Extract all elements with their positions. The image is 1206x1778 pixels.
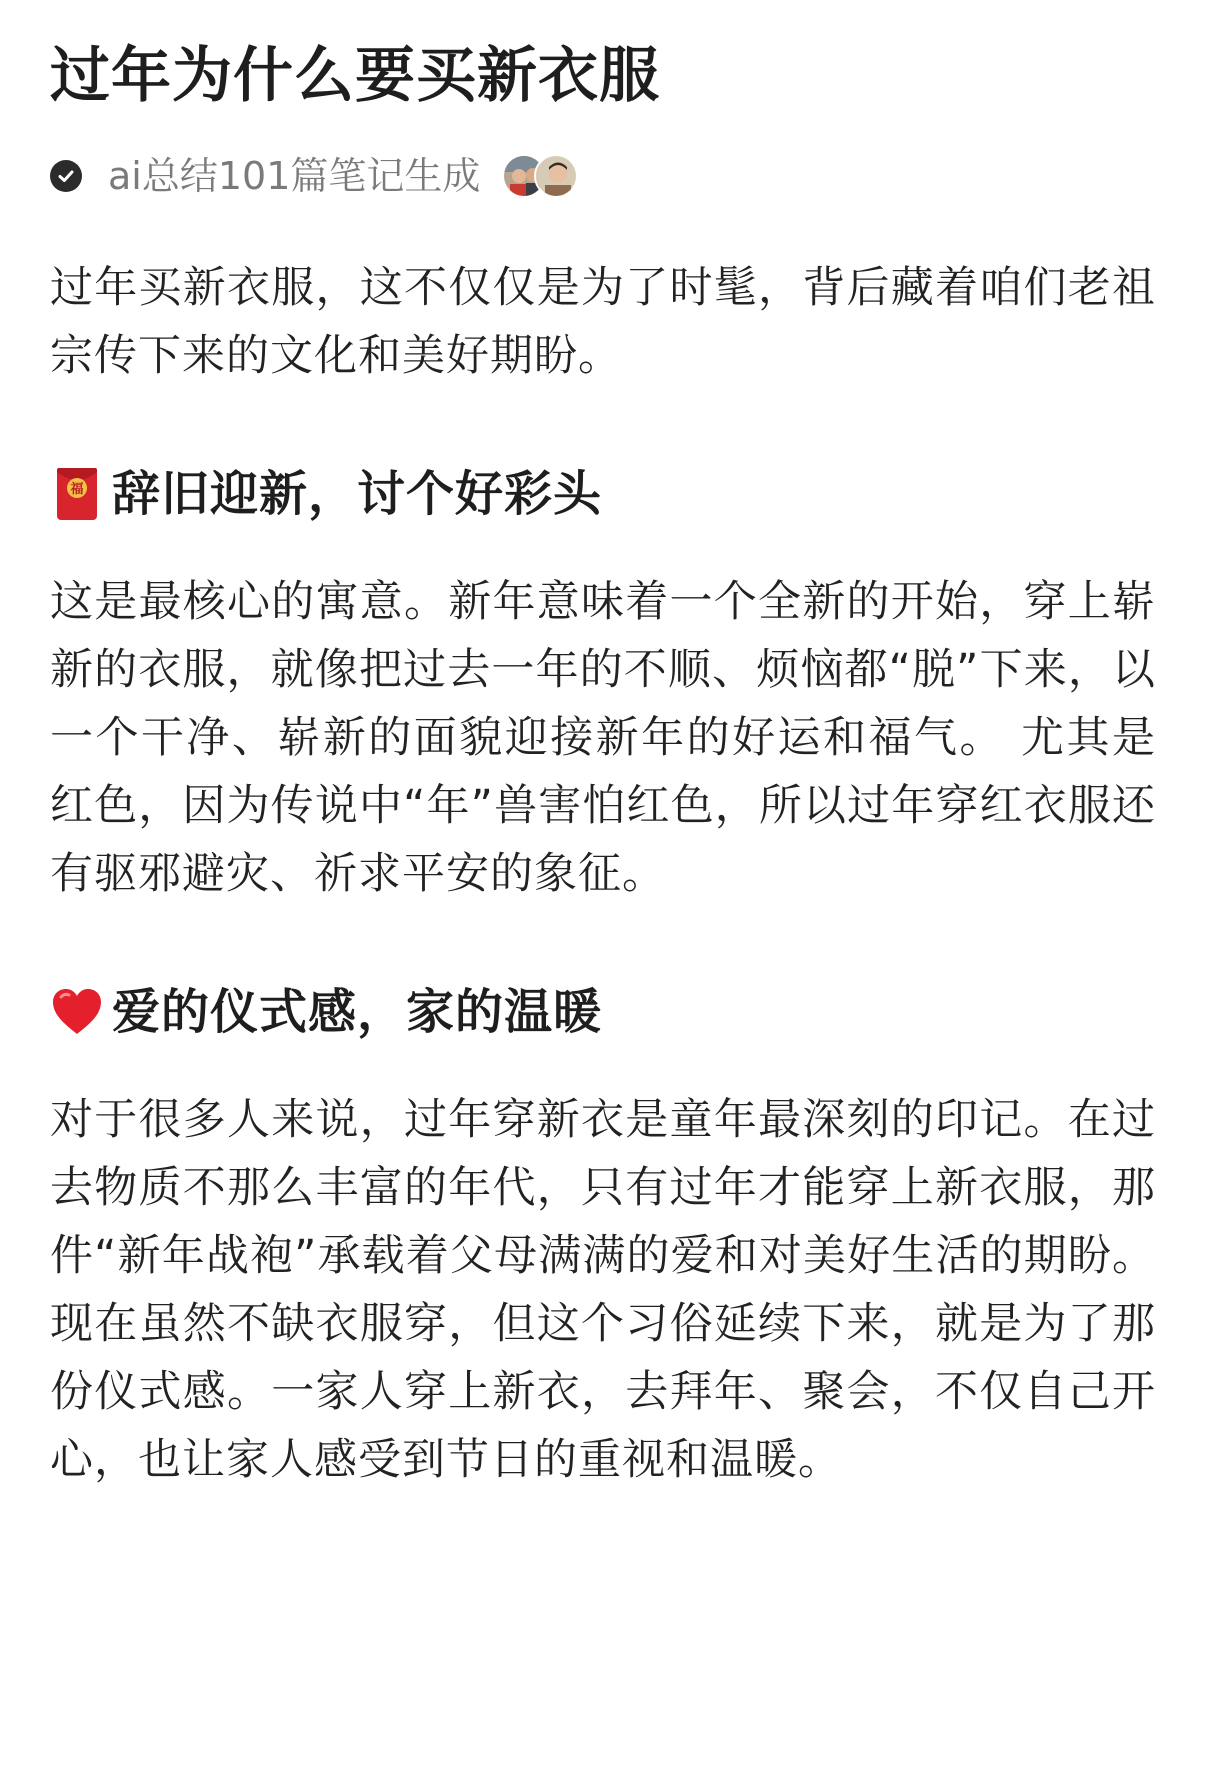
avatar[interactable] [534, 154, 578, 198]
section-title: 爱的仪式感，家的温暖 [112, 984, 603, 1040]
red-envelope-glyph: 福 [70, 482, 84, 497]
page-title: 过年为什么要买新衣服 [50, 41, 660, 111]
section-body: 这是最核心的寓意。新年意味着一个全新的开始，穿上崭新的衣服，就像把过去一年的不顺、烦恼都“脱”下来，以一个干净、崭新的面貌迎接新年的好运和福气。 尤其是红色，因为传说中“年”兽害怕红色，所以过年穿红衣服还有驱邪避灾、祈求平安的象征。 [50, 577, 1156, 899]
section-body: 对于很多人来说，过年穿新衣是童年最深刻的印记。在过去物质不那么丰富的年代，只有过年才能穿上新衣服，那件“新年战袍”承载着父母满满的爱和对美好生活的期盼。 现在虽然不缺衣服穿，但这个习俗延续下来，就是为了那份仪式感。一家人穿上新衣，去拜年、聚会，不仅自己开心，也让家人感受到节日的重视和温暖。 [50, 1095, 1156, 1485]
source-avatars[interactable] [502, 154, 578, 198]
check-circle-icon [50, 160, 82, 192]
section-title: 辞旧迎新，讨个好彩头 [112, 466, 603, 522]
red-envelope-icon [50, 464, 104, 524]
intro-paragraph: 过年买新衣服，这不仅仅是为了时髦，背后藏着咱们老祖宗传下来的文化和美好期盼。 [50, 263, 1156, 381]
source-row[interactable] [50, 146, 1156, 206]
red-heart-icon [50, 982, 104, 1042]
source-label: ai总结101篇笔记生成 [108, 154, 481, 198]
section-heading-love [50, 972, 1156, 1052]
section-heading-fortune [50, 454, 1156, 534]
